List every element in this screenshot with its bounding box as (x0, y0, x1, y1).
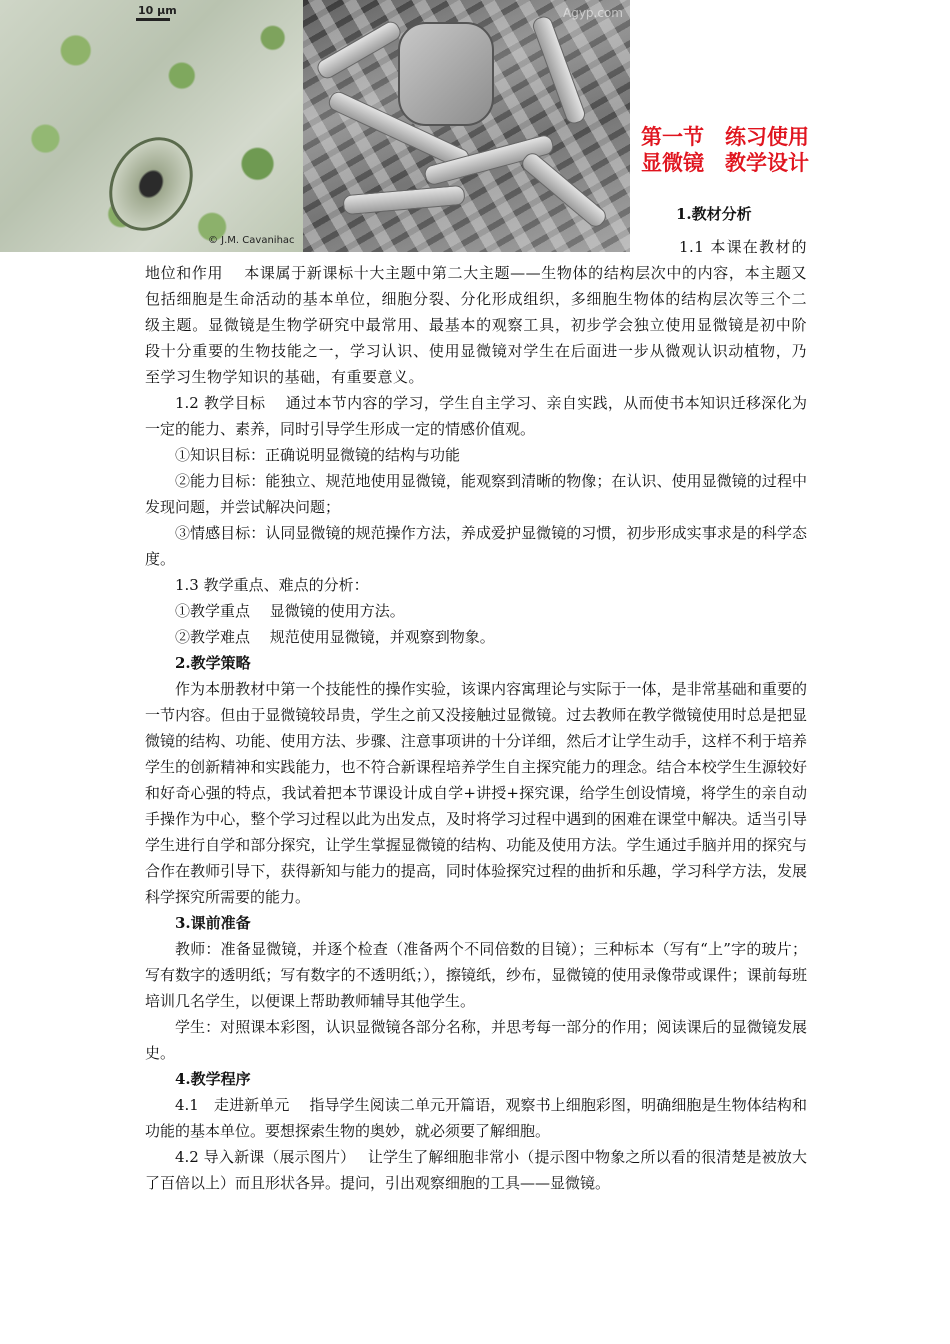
preparation-teacher: 教师：准备显微镜，并逐个检查（准备两个不同倍数的目镜）；三种标本（写有“上”字的玻片；写有数字的透明纸；写有数字的不透明纸；），擦镜纸，纱布，显微镜的使用录像带或课件；课前每班培训几名学生，以便课上帮助教师辅导其他学生。 (145, 940, 807, 1010)
document-body (145, 234, 807, 1196)
paragraph-1-2: 1.2 教学目标 通过本节内容的学习，学生自主学习、亲自实践，从而使书本知识迁移深化为一定的能力、素养，同时引导学生形成一定的情感价值观。 (145, 394, 807, 438)
section-heading-procedure: 4.教学程序 (175, 1070, 251, 1088)
goal-emotion: ③情感目标：认同显微镜的规范操作方法，养成爱护显微镜的习惯，初步形成实事求是的科学态度。 (145, 524, 807, 568)
document-title: 第一节 练习使用显微镜 教学设计 (641, 125, 809, 175)
image-watermark: Agyp.com (563, 6, 623, 20)
goal-knowledge: ①知识目标：正确说明显微镜的结构与功能 (175, 446, 461, 464)
procedure-4-2: 4.2 导入新课（展示图片） 让学生了解细胞非常小（提示图中物象之所以看的很清楚是被放大了百倍以上）而且形状各异。提问，引出观察细胞的工具——显微镜。 (145, 1148, 807, 1192)
image-credit: © J.M. Cavanihac (208, 235, 295, 246)
key-point: ①教学重点 显微镜的使用方法。 (175, 602, 405, 620)
section-heading-preparation: 3.课前准备 (175, 914, 251, 932)
difficulty: ②教学难点 规范使用显微镜，并观察到物象。 (175, 628, 495, 646)
section-heading-strategy: 2.教学策略 (175, 654, 251, 672)
sem-cell (398, 22, 494, 126)
bacteria-rod (342, 185, 465, 216)
sem-image-bacteria (303, 0, 630, 252)
paragraph-1-3: 1.3 教学重点、难点的分析： (175, 576, 369, 594)
procedure-4-1: 4.1 走进新单元 指导学生阅读二单元开篇语，观察书上细胞彩图，明确细胞是生物体结构和功能的基本单位。要想探索生物的奥妙，就必须要了解细胞。 (145, 1096, 807, 1140)
bacteria-rod (530, 14, 587, 126)
strategy-body: 作为本册教材中第一个技能性的操作实验，该课内容寓理论与实际于一体，是非常基础和重要的一节内容。但由于显微镜较昂贵，学生之前又没接触过显微镜。过去教师在教学微镜使用时总是把显微镜的结构、功能、使用方法、步骤、注意事项讲的十分详细，然后才让学生动手，这样不利于培养学生的创新精神和实践能力，也不符合新课程培养学生自主探究能力的理念。结合本校学生生源较好和好奇心强的特点，我试着把本节课设计成自学+讲授+探究课，给学生创设情境，将学生的亲自动手操作为中心，整个学习过程以此为出发点，及时将学习过程中遇到的困难在课堂中解决。适当引导学生进行自学和部分探究，让学生掌握显微镜的结构、功能及使用方法。学生通过手脑并用的探究与合作在教师引导下，获得新知与能力的提高，同时体验探究过程的曲折和乐趣，学习科学方法，发展科学探究所需要的能力。 (145, 680, 807, 906)
preparation-student: 学生：对照课本彩图，认识显微镜各部分名称，并思考每一部分的作用；阅读课后的显微镜发展史。 (145, 1018, 807, 1062)
scale-label: 10 µm (138, 4, 177, 17)
scale-bar (136, 18, 170, 21)
bacteria-rod (314, 18, 404, 81)
section-heading-analysis: 1.教材分析 (676, 205, 752, 223)
stoma-cell (93, 122, 210, 246)
bacteria-rod (519, 150, 610, 231)
goal-ability: ②能力目标：能独立、规范地使用显微镜，能观察到清晰的物像；在认识、使用显微镜的过程中发现问题，并尝试解决问题； (145, 472, 807, 516)
paragraph-1-1: 1.1 本课在教材的地位和作用 本课属于新课标十大主题中第二大主题——生物体的结构层次中的内容，本主题又包括细胞是生命活动的基本单位，细胞分裂、分化形成组织，多细胞生物体的结构层次等三个二级主题。显微镜是生物学研究中最常用、最基本的观察工具，初步学会独立使用显微镜是初中阶段十分重要的生物技能之一，学习认识、使用显微镜对学生在后面进一步从微观认识动植物，乃至学习生物学知识的基础，有重要意义。 (145, 238, 807, 386)
microscope-image-plant-cells (0, 0, 303, 252)
